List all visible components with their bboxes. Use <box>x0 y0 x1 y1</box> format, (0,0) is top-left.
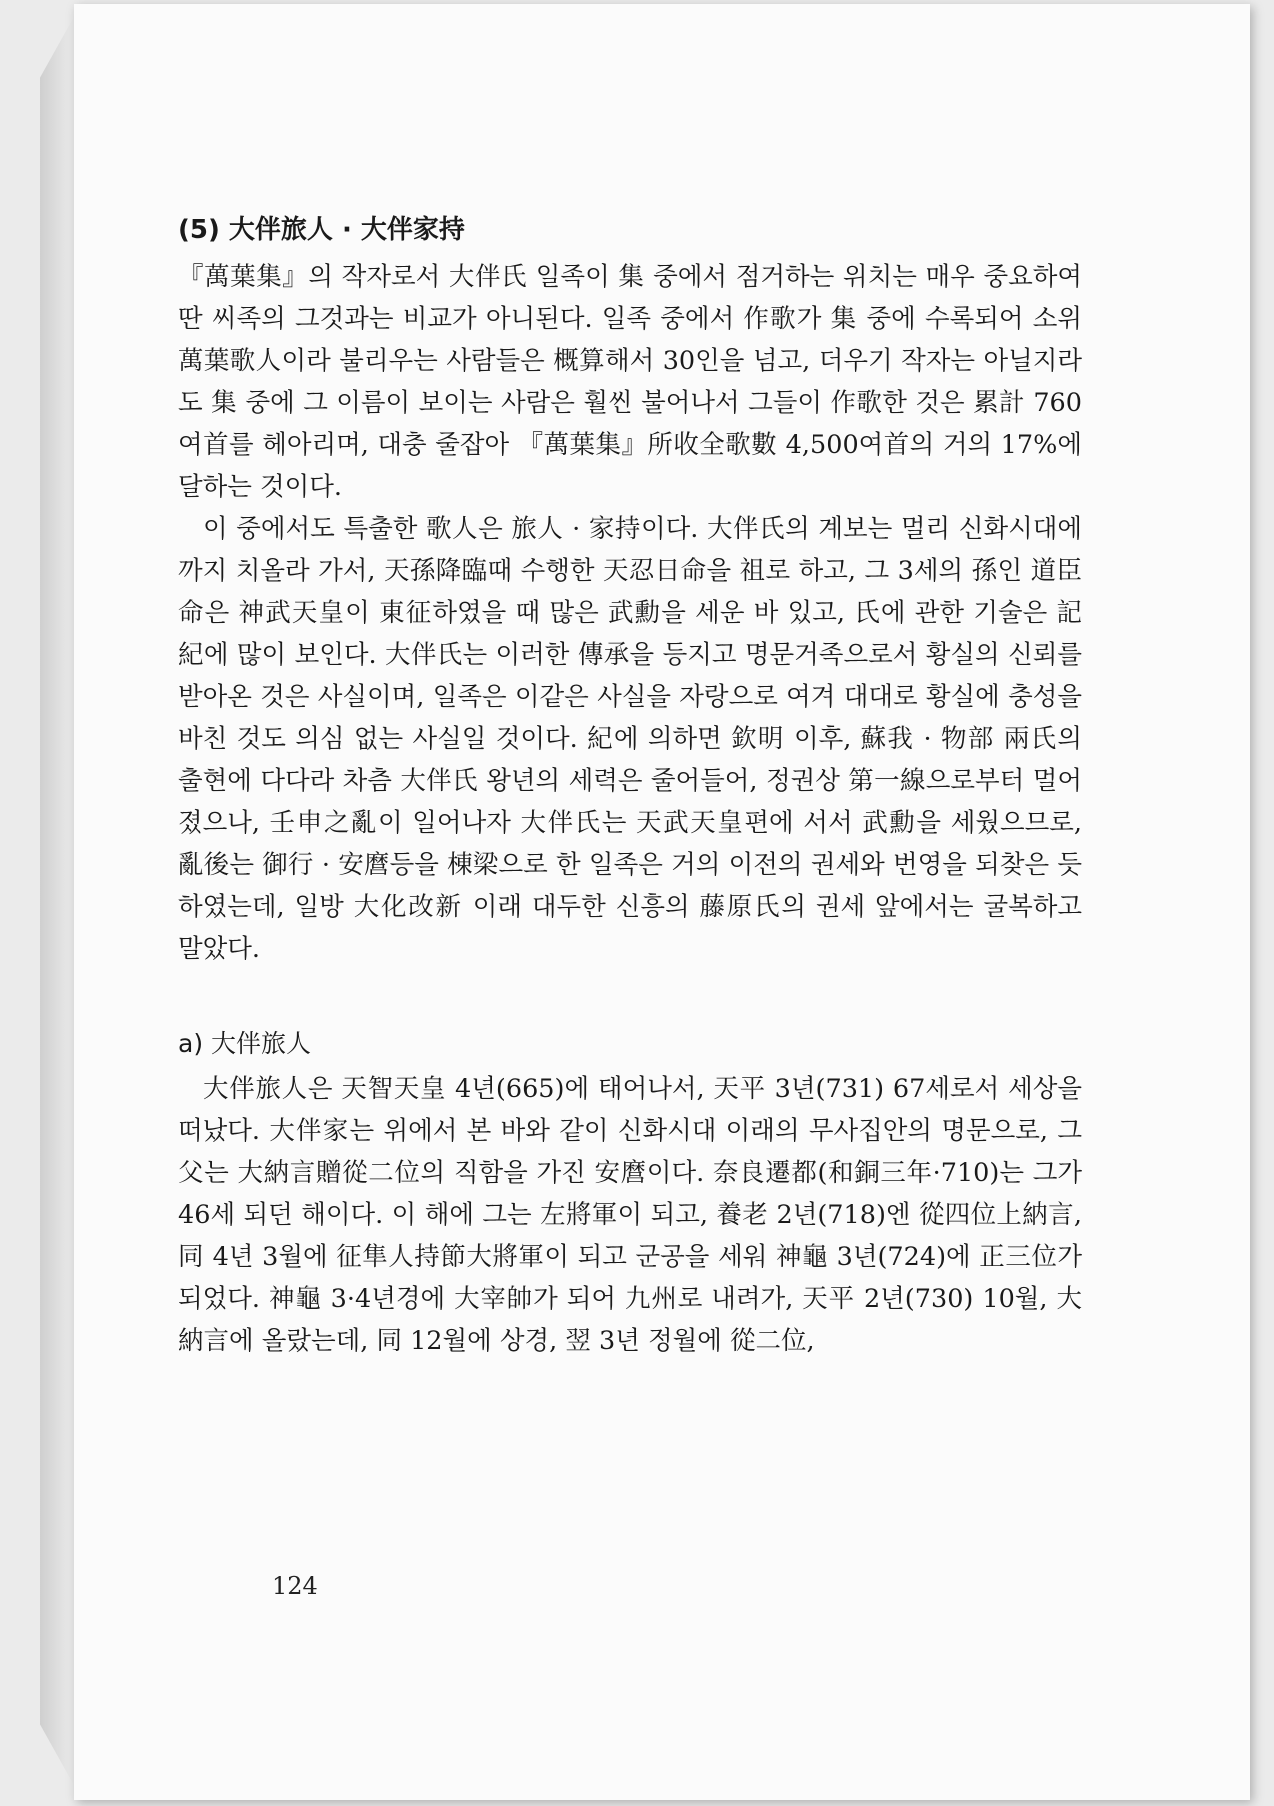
subsection-heading: a) 大伴旅人 <box>178 1029 312 1058</box>
paragraph-3: 大伴旅人은 天智天皇 4년(665)에 태어나서, 天平 3년(731) 67세로서 세상을 떠났다. 大伴家는 위에서 본 바와 같이 신화시대 이래의 무사집안의 명문으로, 그 父는 大納言贈從二位의 직함을 가진 安麿이다. 奈良遷都(和銅三年·710)는 그가 46세 되던 해이다. 이 해에 그는 左將軍이 되고, 養老 2년(718)엔 從四位上納言, 同 4년 3월에 征隼人持節大將軍이 되고 군공을 세워 神龜 3년(724)에 正三位가 되었다. 神龜 3·4년경에 大宰帥가 되어 九州로 내려가, 天平 2년(730) 10월, 大納言에 올랐는데, 同 12월에 상경, 翌 3년 정월에 從二位, <box>178 1074 1082 1356</box>
paragraph-2: 이 중에서도 특출한 歌人은 旅人 · 家持이다. 大伴氏의 계보는 멀리 신화시대에까지 치올라 가서, 天孫降臨때 수행한 天忍日命을 祖로 하고, 그 3세의 孫인 道臣命은 神武天皇이 東征하였을 때 많은 武勳을 세운 바 있고, 氏에 관한 기술은 記紀에 많이 보인다. 大伴氏는 이러한 傳承을 등지고 명문거족으로서 황실의 신뢰를 받아온 것은 사실이며, 일족은 이같은 사실을 자랑으로 여겨 대대로 황실에 충성을 바친 것도 의심 없는 사실일 것이다. 紀에 의하면 欽明 이후, 蘇我 · 物部 兩氏의 출현에 다다라 차츰 大伴氏 왕년의 세력은 줄어들어, 정권상 第一線으로부터 멀어졌으나, 壬申之亂이 일어나자 大伴氏는 天武天皇편에 서서 武勳을 세웠으므로, 亂後는 御行 · 安麿등을 棟梁으로 한 일족은 거의 이전의 권세와 번영을 되찾은 듯 하였는데, 일방 大化改新 이래 대두한 신흥의 藤原氏의 권세 앞에서는 굴복하고 말았다. <box>178 514 1082 964</box>
paragraph-1: 『萬葉集』의 작자로서 大伴氏 일족이 集 중에서 점거하는 위치는 매우 중요하여 딴 씨족의 그것과는 비교가 아니된다. 일족 중에서 作歌가 集 중에 수록되어 소위 萬葉歌人이라 불리우는 사람들은 概算해서 30인을 넘고, 더우기 작자는 아닐지라도 集 중에 그 이름이 보이는 사람은 훨씬 불어나서 그들이 作歌한 것은 累計 760여首를 헤아리며, 대충 줄잡아 『萬葉集』所收全歌數 4,500여首의 거의 17%에 달하는 것이다. <box>178 262 1082 502</box>
page-number: 124 <box>272 1572 318 1600</box>
section-gap <box>178 970 1082 1022</box>
section-heading: (5) 大伴旅人 · 大伴家持 <box>178 215 465 245</box>
page-content <box>178 208 1082 1362</box>
